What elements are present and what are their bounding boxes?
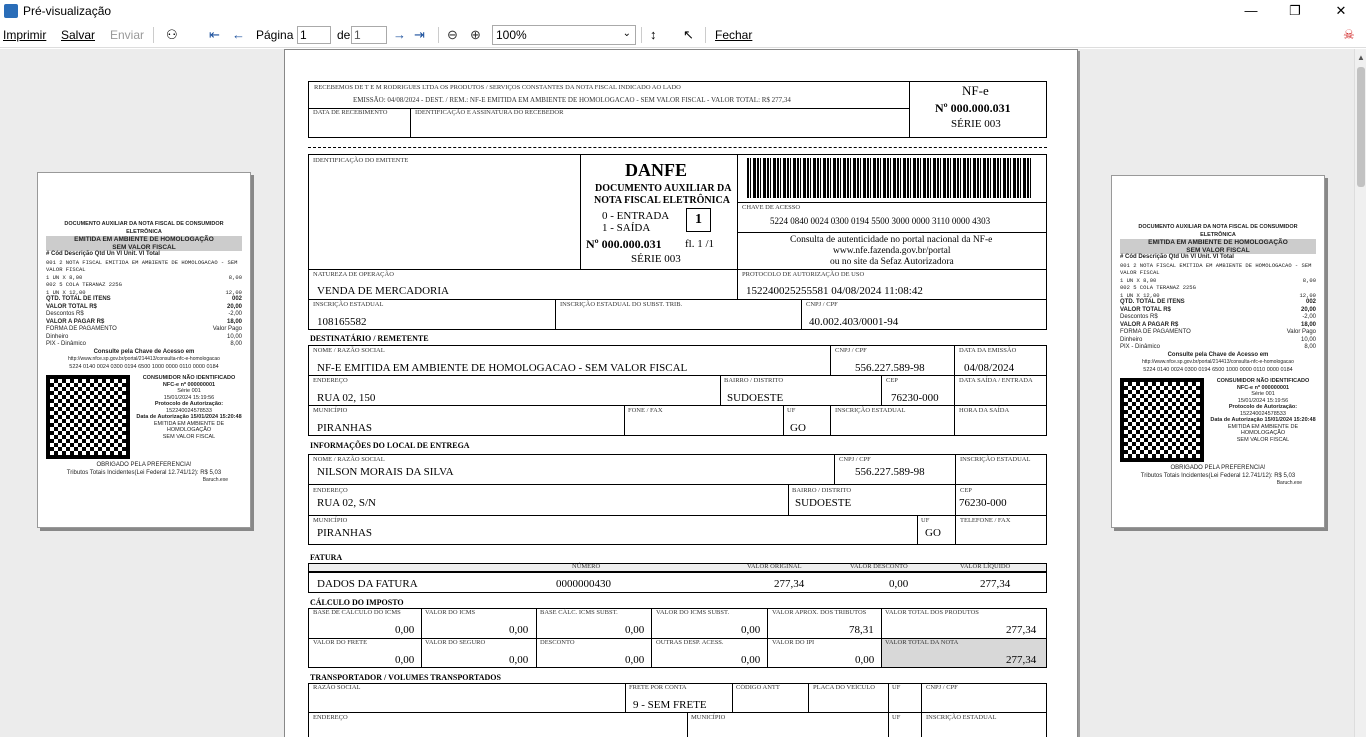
rule bbox=[410, 108, 411, 138]
danfe-subtitle: DOCUMENTO AUXILIAR DA bbox=[595, 183, 732, 194]
dest-municipio: PIRANHAS bbox=[317, 422, 373, 434]
nfce-q: Série 001 bbox=[1251, 391, 1275, 397]
nfce-sig: Baruch.exe bbox=[1276, 480, 1302, 486]
nfce-value: Valor Pago bbox=[212, 326, 242, 332]
nfce-value: -2,00 bbox=[1302, 314, 1316, 320]
nfce-item-total: 12,00 bbox=[1299, 291, 1316, 299]
imposto-value: 0,00 bbox=[741, 654, 761, 666]
entrega-nome-label: NOME / RAZÃO SOCIAL bbox=[313, 456, 385, 463]
rule bbox=[720, 375, 721, 405]
nfce-q: Data de Autorização 15/01/2024 15:20:48 bbox=[136, 414, 242, 420]
page-label: Página bbox=[256, 28, 294, 42]
imposto-label: DESCONTO bbox=[540, 639, 575, 646]
fatura-vl-label: VALOR LÍQUIDO bbox=[960, 563, 1011, 570]
rule bbox=[888, 683, 889, 737]
natureza-label: NATUREZA DE OPERAÇÃO bbox=[313, 271, 394, 278]
dest-endereco: RUA 02, 150 bbox=[317, 392, 376, 404]
danfe-title: DANFE bbox=[625, 160, 687, 180]
nfce-q: CONSUMIDOR NÃO IDENTIFICADO bbox=[1216, 378, 1310, 384]
nfce-value: 8,00 bbox=[230, 341, 242, 347]
nfce-value: Valor Pago bbox=[1286, 329, 1316, 335]
imposto-label: VALOR DO SEGURO bbox=[425, 639, 486, 646]
cnpj-value: 40.002.403/0001-94 bbox=[809, 316, 899, 328]
rule bbox=[624, 405, 625, 436]
rule bbox=[687, 712, 688, 737]
app-icon bbox=[4, 4, 18, 18]
preview-area[interactable] bbox=[0, 49, 1354, 737]
rule bbox=[783, 405, 784, 436]
imposto-value: 0,00 bbox=[395, 624, 415, 636]
fatura-numero-label: NÚMERO bbox=[572, 563, 601, 570]
nfce-value: 10,00 bbox=[1300, 336, 1316, 343]
rule bbox=[737, 154, 738, 270]
transp-frete-label: FRETE POR CONTA bbox=[629, 684, 687, 691]
ident-emitente-label: IDENTIFICAÇÃO DO EMITENTE bbox=[313, 157, 409, 164]
nfce-label: PIX - Dinâmico bbox=[46, 341, 87, 347]
zoom-value: 100% bbox=[496, 28, 527, 42]
nfce-tributos: Tributos Totais Incidentes(Lei Federal 12.741/12): R$ 5,03 bbox=[1140, 472, 1296, 479]
ie-value: 108165582 bbox=[317, 316, 367, 328]
nfce-label: Descontos R$ bbox=[46, 311, 84, 317]
nfce-item-qty: 1 UN X 12,00 bbox=[1120, 291, 1160, 299]
imposto-value: 78,31 bbox=[849, 624, 874, 636]
destinatario-box bbox=[308, 345, 1047, 436]
dest-hora-label: HORA DA SAÍDA bbox=[959, 407, 1010, 414]
nfce-item-total: 12,00 bbox=[225, 288, 242, 296]
nfce-item-qty: 1 UN X 12,00 bbox=[46, 288, 86, 296]
nfce-q: Data de Autorização 15/01/2024 15:20:48 bbox=[1210, 417, 1316, 423]
transportador-section: TRANSPORTADOR / VOLUMES TRANSPORTADOS bbox=[310, 673, 501, 682]
minimize-button[interactable]: — bbox=[1244, 3, 1258, 18]
nfce-q: 152240024578533 bbox=[1240, 410, 1286, 417]
rule bbox=[881, 608, 882, 668]
first-page-icon[interactable]: ⇤ bbox=[209, 27, 220, 42]
dest-bairro-label: BAIRRO / DISTRITO bbox=[724, 377, 784, 384]
chave-acesso: 5224 0840 0024 0300 0194 5500 3000 0000 3110 0000 4303 bbox=[770, 216, 991, 226]
binoculars-icon[interactable]: ⚇ bbox=[166, 27, 178, 42]
maximize-button[interactable]: ❐ bbox=[1289, 3, 1301, 18]
rule bbox=[308, 484, 1047, 485]
nfce-q: NFC-e nº 000000001 bbox=[162, 381, 216, 388]
rule bbox=[536, 608, 537, 668]
entrega-endereco: RUA 02, S/N bbox=[317, 497, 376, 509]
rule bbox=[651, 608, 652, 668]
qr-code bbox=[1120, 378, 1204, 462]
nfce-label: QTD. TOTAL DE ITENS bbox=[1120, 299, 1185, 305]
imposto-label: VALOR DO IPI bbox=[772, 639, 815, 646]
rule bbox=[555, 299, 556, 330]
nfce-label: VALOR A PAGAR R$ bbox=[1120, 321, 1179, 328]
dest-saida-label: DATA SAÍDA / ENTRADA bbox=[959, 377, 1033, 384]
chevron-down-icon: ⌄ bbox=[622, 28, 631, 39]
danfe-subtitle: NOTA FISCAL ELETRÔNICA bbox=[594, 195, 730, 206]
nfce-q: Protocolo de Autorização: bbox=[154, 401, 224, 407]
rule bbox=[421, 608, 422, 668]
entrega-section: INFORMAÇÕES DO LOCAL DE ENTREGA bbox=[310, 441, 470, 450]
entrega-nome: NILSON MORAIS DA SILVA bbox=[317, 466, 454, 478]
transp-cnpj-label: CNPJ / CPF bbox=[926, 684, 958, 691]
scroll-thumb[interactable] bbox=[1357, 67, 1365, 187]
entrega-cep: 76230-000 bbox=[959, 497, 1007, 509]
canhoto-nfe: NF-e bbox=[962, 83, 989, 98]
imposto-value: 0,00 bbox=[395, 654, 415, 666]
data-recebimento-label: DATA DE RECEBIMENTO bbox=[313, 109, 388, 116]
imposto-label: VALOR TOTAL DA NOTA bbox=[885, 639, 959, 646]
imposto-label: BASE CÁLC. ICMS SUBST. bbox=[540, 609, 618, 616]
nfce-q: NFC-e nº 000000001 bbox=[1236, 384, 1290, 391]
nfce-chave: 5224 0140 0024 0300 0194 6500 1000 0000 0110 0000 0184 bbox=[69, 363, 219, 370]
rule bbox=[808, 683, 809, 712]
nfce-env2: SEM VALOR FISCAL bbox=[46, 244, 242, 252]
danfe-page bbox=[284, 49, 1078, 737]
nfce-value: 20,00 bbox=[1300, 306, 1316, 313]
nfce-value: 18,00 bbox=[1300, 321, 1316, 328]
imposto-section: CÁLCULO DO IMPOSTO bbox=[310, 598, 404, 607]
fatura-vl: 277,34 bbox=[980, 578, 1011, 590]
entrega-municipio-label: MUNICÍPIO bbox=[313, 517, 348, 524]
rule bbox=[580, 154, 581, 270]
zoom-out-icon[interactable]: ⊖ bbox=[447, 27, 458, 42]
nfce-value: 002 bbox=[231, 296, 242, 302]
nfce-q: 15/01/2024 15:19:56 bbox=[163, 394, 215, 401]
rule bbox=[830, 345, 831, 375]
nfce-label: Descontos R$ bbox=[1120, 314, 1158, 320]
send-button[interactable]: Enviar bbox=[110, 28, 145, 42]
transp-uf-label: UF bbox=[892, 684, 901, 691]
rule bbox=[308, 515, 1047, 516]
rule bbox=[917, 515, 918, 545]
rule bbox=[881, 375, 882, 405]
total-pages-field bbox=[351, 26, 387, 44]
dest-fone-label: FONE / FAX bbox=[628, 407, 663, 414]
transp-endereco-label: ENDEREÇO bbox=[313, 714, 348, 721]
consulta-text: ou no site da Sefaz Autorizadora bbox=[830, 257, 954, 267]
dest-uf: GO bbox=[790, 422, 806, 434]
scroll-up-icon[interactable]: ▲ bbox=[1357, 53, 1365, 62]
separator bbox=[438, 27, 439, 43]
consulta-url: www.nfe.fazenda.gov.br/portal bbox=[833, 246, 951, 256]
dest-bairro: SUDOESTE bbox=[727, 392, 784, 404]
rule bbox=[921, 683, 922, 737]
danfe-entrada: 0 - ENTRADA bbox=[602, 210, 670, 222]
nfce-label: VALOR TOTAL R$ bbox=[46, 303, 97, 310]
canhoto-serie: SÉRIE 003 bbox=[951, 118, 1001, 130]
dest-cnpj-label: CNPJ / CPF bbox=[835, 347, 867, 354]
imposto-value: 0,00 bbox=[855, 654, 875, 666]
destinatario-section: DESTINATÁRIO / REMETENTE bbox=[310, 334, 429, 343]
nfce-item: 001 2 NOTA FISCAL EMITIDA EM AMBIENTE DE HOMOLOGACAO - SEM VALOR FISCAL bbox=[46, 258, 238, 273]
dest-endereco-label: ENDEREÇO bbox=[313, 377, 348, 384]
toolbar bbox=[0, 22, 1366, 48]
imposto-value: 0,00 bbox=[509, 654, 529, 666]
cut-line bbox=[308, 147, 1047, 148]
nfce-q: EMITIDA EM AMBIENTE DE HOMOLOGAÇÃO bbox=[153, 420, 225, 433]
transp-uf2-label: UF bbox=[892, 714, 901, 721]
nfce-label: QTD. TOTAL DE ITENS bbox=[46, 296, 111, 302]
vertical-scrollbar[interactable] bbox=[1354, 49, 1366, 737]
fatura-vo: 277,34 bbox=[774, 578, 805, 590]
save-button[interactable]: Salvar bbox=[61, 28, 96, 42]
imposto-value: 0,00 bbox=[625, 624, 645, 636]
nfce-item-qty: 1 UN X 8,00 bbox=[46, 273, 83, 281]
imposto-value: 277,34 bbox=[1006, 624, 1037, 636]
nfce-label: VALOR TOTAL R$ bbox=[1120, 306, 1171, 313]
entrega-uf-label: UF bbox=[921, 517, 930, 524]
nfce-value: 002 bbox=[1305, 299, 1316, 305]
imposto-label: VALOR DO ICMS bbox=[425, 609, 476, 616]
rule bbox=[737, 232, 1047, 233]
imposto-value: 277,34 bbox=[1006, 654, 1037, 666]
separator bbox=[705, 27, 706, 43]
nfce-q: EMITIDA EM AMBIENTE DE HOMOLOGAÇÃO bbox=[1227, 423, 1299, 436]
imposto-value: 0,00 bbox=[741, 624, 761, 636]
rule bbox=[830, 405, 831, 436]
nfce-obrigado: OBRIGADO PELA PREFERENCIA! bbox=[96, 462, 192, 468]
entrega-municipio: PIRANHAS bbox=[317, 527, 373, 539]
nfce-value: 8,00 bbox=[1304, 344, 1316, 350]
dest-nome: NF-E EMITIDA EM AMBIENTE DE HOMOLOGACAO - SEM VALOR FISCAL bbox=[317, 362, 688, 374]
prev-page-icon[interactable]: ← bbox=[232, 27, 245, 42]
imposto-label: VALOR DO FRETE bbox=[313, 639, 368, 646]
rule bbox=[737, 269, 738, 300]
protocolo-label: PROTOCOLO DE AUTORIZAÇÃO DE USO bbox=[742, 271, 865, 278]
nfce-cols: # Cód Descrição Qtd Un Vl Unit. Vl Total bbox=[46, 251, 160, 257]
nfce-label: FORMA DE PAGAMENTO bbox=[46, 326, 117, 332]
nfce-sig: Baruch.exe bbox=[202, 477, 228, 483]
imposto-value: 0,00 bbox=[509, 624, 529, 636]
nfce-item-total: 8,00 bbox=[228, 273, 242, 281]
nfce-q: 152240024578533 bbox=[166, 407, 212, 414]
fatura-row bbox=[308, 572, 1047, 593]
fatura-numero: 0000000430 bbox=[556, 578, 611, 590]
iest-label: INSCRIÇÃO ESTADUAL DO SUBST. TRIB. bbox=[560, 301, 683, 308]
nfce-q: SEM VALOR FISCAL bbox=[1236, 436, 1290, 443]
nfce-env: EMITIDA EM AMBIENTE DE HOMOLOGAÇÃO bbox=[46, 236, 242, 244]
nfce-chave: 5224 0140 0024 0300 0194 6500 1000 0000 0110 0000 0184 bbox=[1143, 366, 1293, 373]
print-button[interactable]: Imprimir bbox=[3, 28, 47, 42]
rule bbox=[737, 202, 1047, 203]
rule bbox=[954, 345, 955, 436]
rule bbox=[308, 712, 1047, 713]
nfce-label: Dinheiro bbox=[46, 333, 69, 340]
rule bbox=[308, 108, 909, 109]
entrega-uf: GO bbox=[925, 527, 941, 539]
imposto-label: OUTRAS DESP. ACESS. bbox=[656, 639, 724, 646]
thumbnail-page-left[interactable] bbox=[37, 172, 251, 528]
entrega-bairro: SUDOESTE bbox=[795, 497, 852, 509]
consulta-text: Consulta de autenticidade no portal nacional da NF-e bbox=[790, 235, 993, 245]
nfce-header: DOCUMENTO AUXILIAR DA NOTA FISCAL DE CONSUMIDOR ELETRÔNICA bbox=[1138, 224, 1298, 238]
rule bbox=[308, 375, 1047, 376]
nfce-item-total: 8,00 bbox=[1302, 276, 1316, 284]
transp-municipio-label: MUNICÍPIO bbox=[691, 714, 726, 721]
nfce-item: 001 2 NOTA FISCAL EMITIDA EM AMBIENTE DE HOMOLOGACAO - SEM VALOR FISCAL bbox=[1120, 261, 1312, 276]
imposto-label: BASE DE CÁLCULO DO ICMS bbox=[313, 609, 401, 616]
close-window-button[interactable]: ✕ bbox=[1335, 3, 1347, 18]
canhoto-text: RECEBEMOS DE T E M RODRIGUES LTDA OS PRODUTOS / SERVIÇOS CONSTANTES DA NOTA FISCAL INDICADO AO LADO bbox=[314, 84, 681, 91]
nfce-env: EMITIDA EM AMBIENTE DE HOMOLOGAÇÃO bbox=[1120, 239, 1316, 247]
dest-emissao: 04/08/2024 bbox=[964, 362, 1015, 374]
dest-cep-label: CEP bbox=[886, 377, 898, 384]
rule bbox=[788, 484, 789, 515]
transp-frete: 9 - SEM FRETE bbox=[633, 699, 707, 711]
danfe-numero: Nº 000.000.031 bbox=[586, 237, 662, 251]
nfce-consulte: Consulte pela Chave de Acesso em bbox=[1167, 351, 1269, 358]
imposto-value: 0,00 bbox=[625, 654, 645, 666]
entrega-endereco-label: ENDEREÇO bbox=[313, 487, 348, 494]
nfce-url: http://www.nfce.sp.gov.br/portal/214413/consulta-nfc-e-homologacao bbox=[1142, 359, 1294, 365]
nfce-tributos: Tributos Totais Incidentes(Lei Federal 12.741/12): R$ 5,03 bbox=[66, 469, 222, 476]
fatura-dados: DADOS DA FATURA bbox=[317, 578, 418, 590]
nfce-header: DOCUMENTO AUXILIAR DA NOTA FISCAL DE CONSUMIDOR ELETRÔNICA bbox=[64, 221, 224, 235]
nfce-item: 002 5 COLA TERANAZ 225G bbox=[1120, 284, 1196, 291]
danfe-folha: fl. 1 /1 bbox=[685, 238, 715, 250]
window-title: Pré-visualização bbox=[23, 4, 112, 18]
transp-placa-label: PLACA DO VEÍCULO bbox=[813, 684, 875, 691]
barcode bbox=[747, 158, 1032, 198]
pointer-icon[interactable]: ↖ bbox=[683, 27, 694, 42]
imposto-label: VALOR TOTAL DOS PRODUTOS bbox=[885, 609, 979, 616]
nfce-obrigado: OBRIGADO PELA PREFERENCIA! bbox=[1170, 465, 1266, 471]
separator bbox=[153, 27, 154, 43]
fit-page-icon[interactable]: ↕ bbox=[650, 27, 657, 42]
danfe-tipo-box: 1 bbox=[686, 208, 711, 232]
title-bar bbox=[0, 0, 1366, 22]
transp-ie-label: INSCRIÇÃO ESTADUAL bbox=[926, 714, 997, 721]
thumbnail-page-right[interactable] bbox=[1111, 175, 1325, 528]
dest-nome-label: NOME / RAZÃO SOCIAL bbox=[313, 347, 385, 354]
rule bbox=[308, 405, 1047, 406]
danfe-saida: 1 - SAÍDA bbox=[602, 222, 651, 234]
rule bbox=[909, 81, 910, 138]
canhoto-emissao: EMISSÃO: 04/08/2024 - DEST. / REM.: NF-E EMITIDA EM AMBIENTE DE HOMOLOGACAO - SEM VALOR FISCAL - VALOR TOTAL: R$ 277,34 bbox=[353, 96, 791, 104]
entrega-cep-label: CEP bbox=[960, 487, 972, 494]
canhoto-numero: Nº 000.000.031 bbox=[935, 101, 1011, 115]
rule bbox=[955, 454, 956, 545]
ie-label: INSCRIÇÃO ESTADUAL bbox=[313, 301, 384, 308]
nfce-label: VALOR A PAGAR R$ bbox=[46, 318, 105, 325]
rule bbox=[732, 683, 733, 712]
entrega-cnpj-label: CNPJ / CPF bbox=[839, 456, 871, 463]
entrega-bairro-label: BAIRRO / DISTRITO bbox=[792, 487, 852, 494]
fatura-section: FATURA bbox=[310, 553, 343, 562]
last-page-icon[interactable]: ⇥ bbox=[414, 27, 425, 42]
nfce-q: SEM VALOR FISCAL bbox=[162, 433, 216, 440]
danfe-serie: SÉRIE 003 bbox=[631, 253, 681, 265]
nfce-value: 10,00 bbox=[226, 333, 242, 340]
nfce-q: CONSUMIDOR NÃO IDENTIFICADO bbox=[142, 375, 236, 381]
nfce-item: 002 5 COLA TERANAZ 225G bbox=[46, 281, 122, 288]
entrega-telefone-label: TELEFONE / FAX bbox=[960, 517, 1011, 524]
nfce-url: http://www.nfce.sp.gov.br/portal/214413/consulta-nfc-e-homologacao bbox=[68, 356, 220, 362]
nfce-q: Protocolo de Autorização: bbox=[1228, 404, 1298, 410]
dest-ie-label: INSCRIÇÃO ESTADUAL bbox=[835, 407, 906, 414]
close-preview-button[interactable]: Fechar bbox=[715, 28, 753, 42]
entrega-cnpj: 556.227.589-98 bbox=[855, 466, 925, 478]
nfce-env2: SEM VALOR FISCAL bbox=[1120, 247, 1316, 255]
nfce-q: 15/01/2024 15:19:56 bbox=[1237, 397, 1289, 404]
transp-antt-label: CÓDIGO ANTT bbox=[736, 684, 780, 691]
ident-recebedor-label: IDENTIFICAÇÃO E ASSINATURA DO RECEBEDOR bbox=[415, 109, 564, 116]
fatura-vd-label: VALOR DESCONTO bbox=[850, 563, 908, 570]
zoom-in-icon[interactable]: ⊕ bbox=[470, 27, 481, 42]
separator bbox=[641, 27, 642, 43]
entrega-ie-label: INSCRIÇÃO ESTADUAL bbox=[960, 456, 1031, 463]
imposto-label: VALOR APROX. DOS TRIBUTOS bbox=[772, 609, 867, 616]
dest-cnpj: 556.227.589-98 bbox=[855, 362, 925, 374]
nfce-value: 20,00 bbox=[226, 303, 242, 310]
of-label: de bbox=[337, 28, 351, 42]
chave-acesso-label: CHAVE DE ACESSO bbox=[742, 204, 801, 211]
nfce-label: PIX - Dinâmico bbox=[1120, 344, 1161, 350]
nfce-label: FORMA DE PAGAMENTO bbox=[1120, 329, 1191, 335]
fatura-header-bar bbox=[308, 563, 1047, 572]
fatura-vo-label: VALOR ORIGINAL bbox=[747, 563, 802, 570]
dest-emissao-label: DATA DA EMISSÃO bbox=[959, 347, 1017, 354]
nfce-value: -2,00 bbox=[228, 311, 242, 317]
rule bbox=[625, 683, 626, 712]
dest-cep: 76230-000 bbox=[891, 392, 939, 404]
nfce-cols: # Cód Descrição Qtd Un Vl Unit. Vl Total bbox=[1120, 254, 1234, 260]
nfce-label: Dinheiro bbox=[1120, 336, 1143, 343]
nfce-item-qty: 1 UN X 8,00 bbox=[1120, 276, 1157, 284]
fatura-vd: 0,00 bbox=[889, 578, 909, 590]
nfce-value: 18,00 bbox=[226, 318, 242, 325]
page-input[interactable] bbox=[297, 26, 331, 44]
protocolo-value: 152240025255581 04/08/2024 11:08:42 bbox=[746, 285, 923, 297]
rule bbox=[834, 454, 835, 484]
rule bbox=[767, 608, 768, 668]
imposto-label: VALOR DO ICMS SUBST. bbox=[656, 609, 730, 616]
app-logo-icon: ☠ bbox=[1343, 27, 1355, 42]
zoom-select[interactable] bbox=[492, 25, 636, 45]
dest-uf-label: UF bbox=[787, 407, 796, 414]
next-page-icon[interactable]: → bbox=[393, 27, 406, 42]
nfce-q: Série 001 bbox=[177, 388, 201, 394]
dest-municipio-label: MUNICÍPIO bbox=[313, 407, 348, 414]
nfce-consulte: Consulte pela Chave de Acesso em bbox=[93, 348, 195, 355]
natureza-value: VENDA DE MERCADORIA bbox=[317, 285, 449, 297]
transp-razao-label: RAZÃO SOCIAL bbox=[313, 684, 361, 691]
rule bbox=[801, 299, 802, 330]
cnpj-label: CNPJ / CPF bbox=[806, 301, 838, 308]
qr-code bbox=[46, 375, 130, 459]
